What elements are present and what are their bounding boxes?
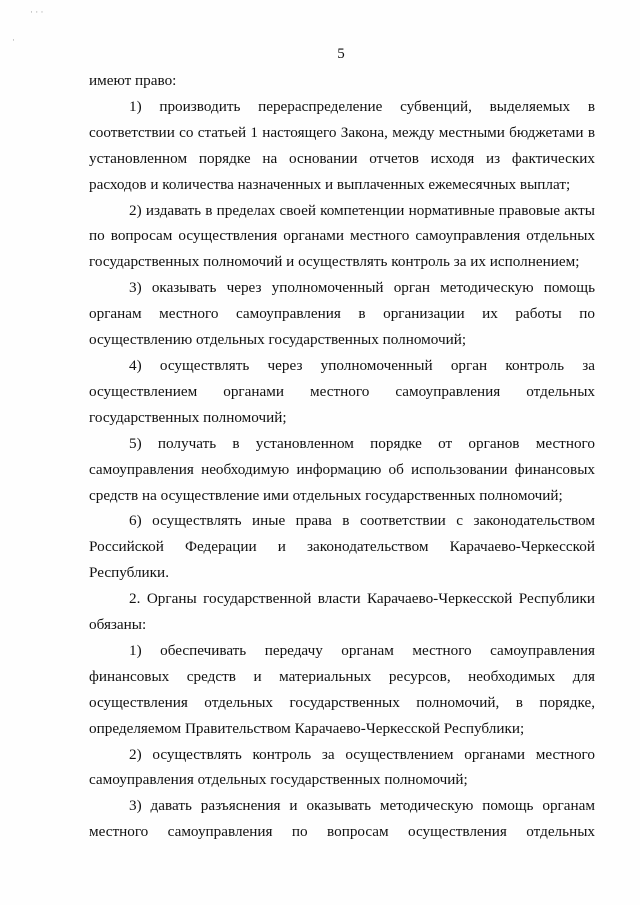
paragraph-right-3: 3) оказывать через уполномоченный орган методическую помощь органам местного самоуправления в организации их работы по осуществлению отдельных государственных полномочий; xyxy=(89,279,595,349)
scan-artifact: · xyxy=(12,35,15,45)
paragraph-duty-3: 3) давать разъяснения и оказывать методическую помощь органам местного самоуправления по вопросам осуществления отдельных xyxy=(89,797,595,841)
paragraph-right-6: 6) осуществлять иные права в соответствии с законодательством Российской Федерации и законодательством Карачаево-Черкесской Республики. xyxy=(89,512,595,582)
page-number: 5 xyxy=(337,46,345,62)
paragraph-right-1: 1) производить перераспределение субвенций, выделяемых в соответствии со статьей 1 настоящего Закона, между местными бюджетами в установленном порядке на основании отчетов исходя из фактических расходов и количества назначенных и выплаченных ежемесячных выплат; xyxy=(89,97,595,193)
paragraph-duty-2: 2) осуществлять контроль за осуществлением органами местного самоуправления отдельных государственных полномочий; xyxy=(89,745,595,789)
paragraph-right-4: 4) осуществлять через уполномоченный орган контроль за осуществлением органами местного самоуправления отдельных государственных полномочий; xyxy=(89,356,595,426)
document-body xyxy=(89,68,595,845)
paragraph-right-5: 5) получать в установленном порядке от органов местного самоуправления необходимую информацию об использовании финансовых средств на осуществление ими отдельных государственных полномочий; xyxy=(89,434,595,504)
paragraph-right-2: 2) издавать в пределах своей компетенции нормативные правовые акты по вопросам осуществления органами местного самоуправления отдельных государственных полномочий и осуществлять контроль за их исполнением; xyxy=(89,201,595,271)
paragraph-duty-1: 1) обеспечивать передачу органам местного самоуправления финансовых средств и материальных ресурсов, необходимых для осуществления отдельных государственных полномочий, в порядке, определяемом Правительством Карачаево-Черкесской Республики; xyxy=(89,641,595,737)
paragraph-intro: имеют право: xyxy=(89,72,177,89)
scan-artifact: · · · xyxy=(30,7,44,17)
paragraph-section-2: 2. Органы государственной власти Карачаево-Черкесской Республики обязаны: xyxy=(89,590,595,634)
